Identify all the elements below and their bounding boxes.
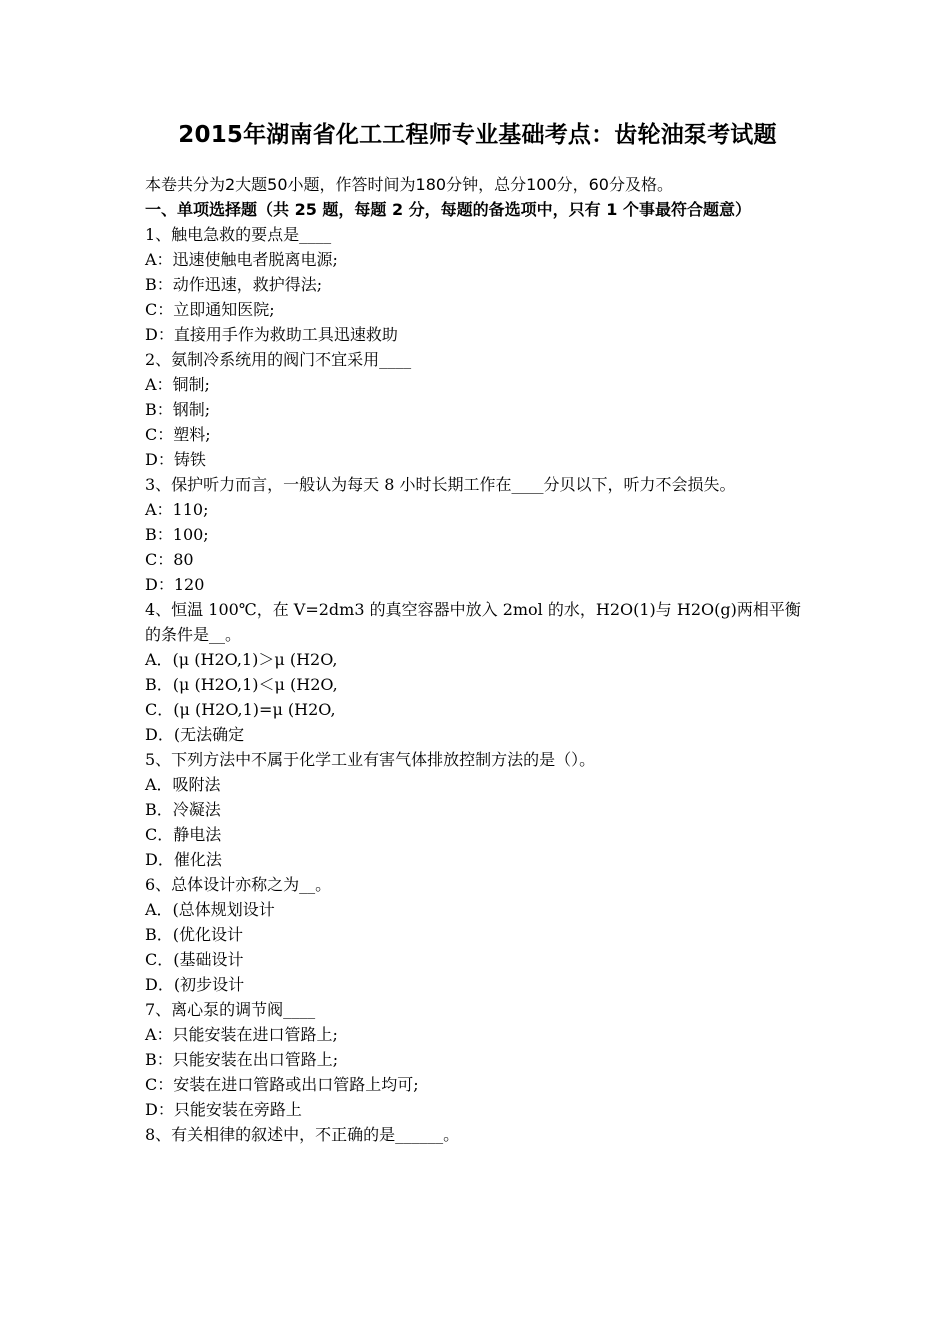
question-item (145, 472, 810, 597)
question-stem: 1、触电急救的要点是____ (145, 225, 332, 244)
answer-option: D．(初步设计 (145, 975, 245, 994)
answer-option: B．(优化设计 (145, 925, 244, 944)
answer-option: D．(无法确定 (145, 725, 245, 744)
answer-option: C．(基础设计 (145, 950, 244, 969)
answer-option: D．催化法 (145, 850, 222, 869)
answer-option: A：只能安装在进口管路上; (145, 1025, 338, 1044)
answer-option: B：100; (145, 525, 209, 544)
question-item (145, 222, 810, 347)
question-item (145, 747, 810, 872)
question-item (145, 872, 810, 997)
answer-option: A．吸附法 (145, 775, 221, 794)
question-stem: 8、有关相律的叙述中，不正确的是______。 (145, 1125, 460, 1144)
answer-option: B．冷凝法 (145, 800, 221, 819)
answer-option: D：120 (145, 575, 205, 594)
answer-option: C．(μ (H2O,1)=μ (H2O, (145, 700, 336, 719)
answer-option: A．(总体规划设计 (145, 900, 275, 919)
answer-option: A：110; (145, 500, 209, 519)
answer-option: D：直接用手作为救助工具迅速救助 (145, 325, 398, 344)
answer-option: C：立即通知医院; (145, 300, 275, 319)
answer-option: A：迅速使触电者脱离电源; (145, 250, 338, 269)
answer-option: D：只能安装在旁路上 (145, 1100, 302, 1119)
document-title: 2015年湖南省化工工程师专业基础考点：齿轮油泵考试题 (178, 122, 777, 148)
question-item (145, 1122, 810, 1147)
question-list (145, 222, 810, 1147)
document-page (145, 118, 810, 1147)
answer-option: C：80 (145, 550, 194, 569)
answer-option: A：铜制; (145, 375, 210, 394)
question-stem: 6、总体设计亦称之为__。 (145, 875, 332, 894)
answer-option: B：动作迅速，救护得法; (145, 275, 323, 294)
answer-option: B：钢制; (145, 400, 211, 419)
question-stem: 2、氨制冷系统用的阀门不宜采用____ (145, 350, 412, 369)
answer-option: A．(μ (H2O,1)＞μ (H2O, (145, 650, 338, 669)
exam-intro: 本卷共分为2大题50小题，作答时间为180分钟，总分100分，60分及格。 (145, 175, 673, 194)
answer-option: C．静电法 (145, 825, 222, 844)
question-item (145, 997, 810, 1122)
question-item (145, 597, 810, 747)
question-item (145, 347, 810, 472)
section-heading: 一、单项选择题（共 25 题，每题 2 分，每题的备选项中，只有 1 个事最符合题意） (145, 200, 751, 219)
answer-option: B：只能安装在出口管路上; (145, 1050, 339, 1069)
question-stem: 3、保护听力而言，一般认为每天 8 小时长期工作在____分贝以下，听力不会损失。 (145, 475, 736, 494)
answer-option: B．(μ (H2O,1)＜μ (H2O, (145, 675, 338, 694)
answer-option: C：安装在进口管路或出口管路上均可; (145, 1075, 419, 1094)
question-stem: 7、离心泵的调节阀____ (145, 1000, 316, 1019)
question-stem: 4、恒温 100℃，在 V=2dm3 的真空容器中放入 2mol 的水，H2O(1)与 H2O(g)两相平衡的条件是__。 (145, 600, 801, 644)
question-stem: 5、下列方法中不属于化学工业有害气体排放控制方法的是（）。 (145, 750, 596, 769)
answer-option: D：铸铁 (145, 450, 206, 469)
answer-option: C：塑料; (145, 425, 211, 444)
